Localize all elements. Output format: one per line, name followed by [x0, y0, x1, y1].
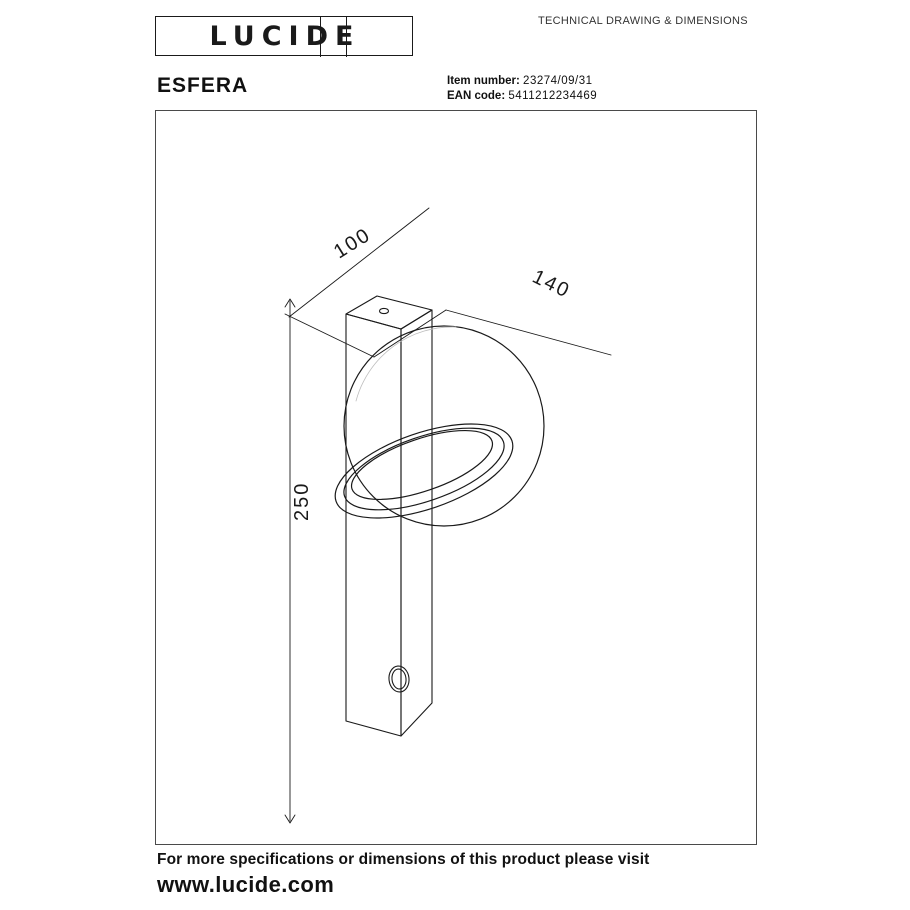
- ean-code-label: EAN code:: [447, 90, 506, 102]
- item-number-label: Item number:: [447, 75, 520, 87]
- logo-rule-left: [320, 17, 321, 57]
- ean-code-value: 5411212234469: [508, 90, 598, 102]
- technical-drawing-frame: [155, 110, 757, 845]
- footer-website[interactable]: www.lucide.com: [157, 872, 335, 897]
- technical-drawing-label: TECHNICAL DRAWING & DIMENSIONS: [538, 15, 748, 27]
- brand-logo-box: [155, 16, 413, 56]
- brand-logo-text: LUCIDE: [209, 21, 361, 52]
- dimension-label-depth: 140: [528, 265, 574, 303]
- ean-code-row: [447, 89, 597, 104]
- logo-rule-right: [346, 17, 347, 57]
- item-number-value: 23274/09/31: [523, 75, 593, 87]
- item-number-row: [447, 74, 597, 89]
- dimension-label-width: 100: [329, 223, 376, 264]
- page-title: ESFERA: [157, 74, 249, 97]
- item-info-block: [447, 74, 597, 104]
- product-technical-drawing: [156, 111, 757, 845]
- dimension-label-height: 250: [291, 481, 313, 521]
- footer-text: For more specifications or dimensions of this product please visit: [157, 851, 650, 868]
